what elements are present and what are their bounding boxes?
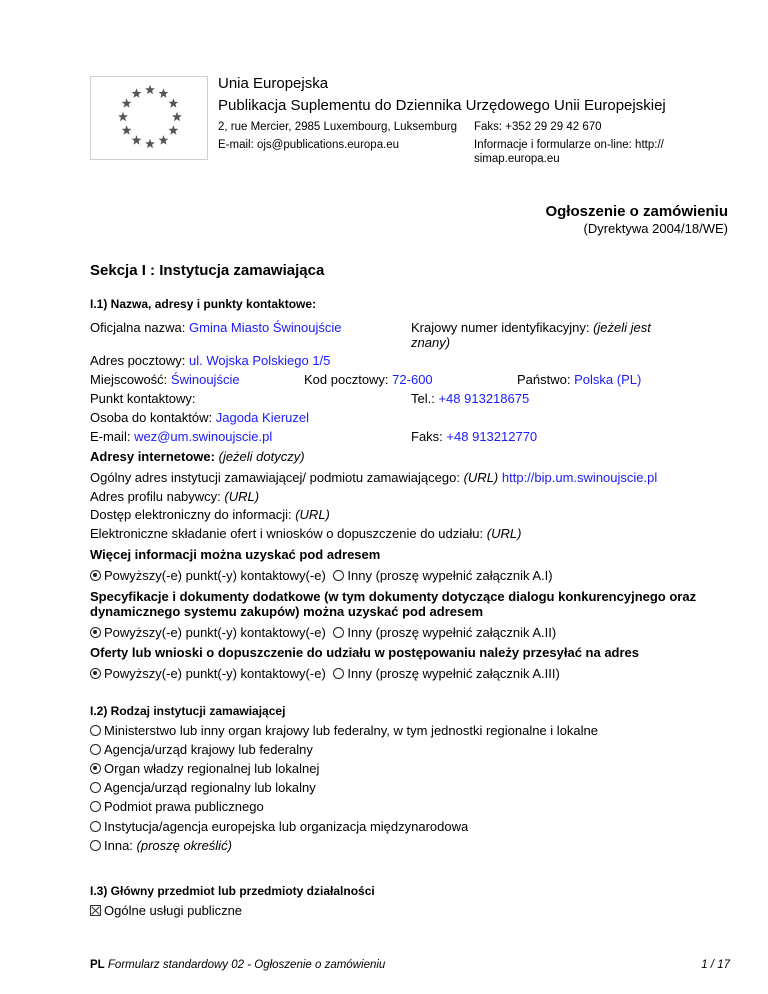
e-submission-hint: (URL) bbox=[486, 526, 522, 541]
eu-star-icon bbox=[159, 135, 169, 144]
tender-opt1-label: Powyższy(-e) punkt(-y) kontaktowy(-e) bbox=[104, 666, 326, 681]
authority-type-option bbox=[90, 723, 598, 738]
spec-heading-2: dynamicznego systemu zakupów) można uzyskać pod adresem bbox=[90, 604, 484, 619]
general-url-link[interactable]: http://bip.um.swinoujscie.pl bbox=[501, 470, 658, 485]
authority-type-radio[interactable] bbox=[90, 821, 101, 832]
eu-star-icon bbox=[145, 85, 155, 94]
header-publication: Publikacja Suplementu do Dziennika Urzędowego Unii Europejskiej bbox=[218, 97, 666, 114]
more-info-radio-other[interactable] bbox=[333, 570, 344, 581]
country-value: Polska (PL) bbox=[574, 372, 642, 387]
authority-type-radio[interactable] bbox=[90, 782, 101, 793]
eu-star-icon bbox=[122, 98, 132, 107]
tender-options bbox=[90, 666, 560, 681]
official-name-label: Oficjalna nazwa: bbox=[90, 320, 186, 335]
authority-type-option bbox=[90, 799, 264, 814]
authority-type-label: Podmiot prawa publicznego bbox=[104, 799, 264, 814]
official-name-row bbox=[90, 320, 341, 335]
more-info-opt1-label: Powyższy(-e) punkt(-y) kontaktowy(-e) bbox=[104, 568, 326, 583]
authority-type-label: Agencja/urząd krajowy lub federalny bbox=[104, 742, 313, 757]
postal-label: Adres pocztowy: bbox=[90, 353, 186, 368]
person-value: Jagoda Kieruzel bbox=[215, 410, 309, 425]
national-id-label-row bbox=[411, 320, 651, 335]
tender-heading: Oferty lub wnioski o dopuszczenie do udziału w postępowaniu należy przesyłać na adres bbox=[90, 645, 640, 660]
s1-2-heading: I.2) Rodzaj instytucji zamawiającej bbox=[90, 704, 286, 718]
email-value: wez@um.swinoujscie.pl bbox=[134, 429, 273, 444]
e-access-hint: (URL) bbox=[295, 507, 330, 522]
national-id-hint-1: (jeżeli jest bbox=[593, 320, 651, 335]
country-label: Państwo: bbox=[517, 372, 571, 387]
footer-page-number: 1 / 17 bbox=[701, 959, 730, 971]
e-access-label: Dostęp elektroniczny do informacji: bbox=[90, 507, 292, 522]
footer-lang: PL bbox=[90, 959, 105, 971]
tender-radio-above[interactable] bbox=[90, 668, 101, 679]
town-value: Świnoujście bbox=[170, 372, 240, 387]
eu-star-icon bbox=[159, 88, 169, 97]
tender-opt2-label: Inny (proszę wypełnić załącznik A.III) bbox=[347, 666, 560, 681]
authority-other-hint: (proszę określić) bbox=[136, 838, 232, 853]
authority-type-label: Inna: bbox=[104, 838, 133, 853]
email-row bbox=[90, 429, 272, 444]
town-label: Miejscowość: bbox=[90, 372, 168, 387]
s1-1-heading: I.1) Nazwa, adresy i punkty kontaktowe: bbox=[90, 297, 317, 311]
eu-star-icon bbox=[132, 135, 142, 144]
spec-heading-1: Specyfikacje i dokumenty dodatkowe (w tym dokumenty dotyczące dialogu konkurencyjnego oraz bbox=[90, 589, 697, 604]
notice-directive: (Dyrektywa 2004/18/WE) bbox=[583, 221, 728, 236]
postal-row bbox=[90, 353, 330, 368]
footer-form-name: Formularz standardowy 02 - Ogłoszenie o zamówieniu bbox=[107, 959, 386, 971]
general-url-hint: (URL) bbox=[463, 470, 499, 485]
spec-radio-above[interactable] bbox=[90, 627, 101, 638]
eu-star-icon bbox=[132, 88, 142, 97]
buyer-profile-row bbox=[90, 489, 259, 504]
fax-row bbox=[411, 429, 537, 444]
spec-opt2-label: Inny (proszę wypełnić załącznik A.II) bbox=[347, 625, 557, 640]
header-info-line1: Informacje i formularze on-line: http:// bbox=[474, 139, 664, 151]
country-row bbox=[517, 372, 641, 387]
authority-type-radio[interactable] bbox=[90, 763, 101, 774]
authority-type-radio[interactable] bbox=[90, 801, 101, 812]
authority-type-label: Agencja/urząd regionalny lub lokalny bbox=[104, 780, 316, 795]
spec-opt1-label: Powyższy(-e) punkt(-y) kontaktowy(-e) bbox=[104, 625, 326, 640]
eu-star-icon bbox=[168, 98, 178, 107]
internet-heading-row bbox=[90, 449, 305, 464]
activity-label: Ogólne usługi publiczne bbox=[104, 903, 243, 918]
spec-radio-other[interactable] bbox=[333, 627, 344, 638]
authority-type-radio[interactable] bbox=[90, 744, 101, 755]
person-row bbox=[90, 410, 309, 425]
e-access-row bbox=[90, 507, 330, 522]
postcode-row bbox=[304, 372, 433, 387]
national-id-hint-2: znany) bbox=[411, 335, 451, 350]
e-submission-row bbox=[90, 526, 521, 541]
header-info-line2: simap.europa.eu bbox=[474, 153, 560, 165]
internet-hint: (jeżeli dotyczy) bbox=[218, 449, 305, 464]
email-label: E-mail: bbox=[90, 429, 131, 444]
authority-type-label: Instytucja/agencja europejska lub organizacja międzynarodowa bbox=[104, 819, 469, 834]
more-info-heading: Więcej informacji można uzyskać pod adresem bbox=[90, 547, 381, 562]
more-info-options bbox=[90, 568, 553, 583]
eu-star-icon bbox=[118, 112, 128, 121]
s1-3-heading: I.3) Główny przedmiot lub przedmioty działalności bbox=[90, 884, 375, 898]
authority-type-option bbox=[90, 819, 468, 834]
person-label: Osoba do kontaktów: bbox=[90, 410, 213, 425]
postal-value: ul. Wojska Polskiego 1/5 bbox=[189, 353, 331, 368]
town-row bbox=[90, 372, 240, 387]
footer-form bbox=[90, 959, 385, 971]
notice-title: Ogłoszenie o zamówieniu bbox=[545, 203, 728, 220]
authority-type-option bbox=[90, 742, 313, 757]
header-org: Unia Europejska bbox=[218, 75, 329, 92]
tel-row bbox=[411, 391, 529, 406]
tel-label: Tel.: bbox=[411, 391, 435, 406]
general-address-label: Ogólny adres instytucji zamawiającej/ podmiotu zamawiającego: bbox=[90, 470, 460, 485]
tel-value: +48 913218675 bbox=[438, 391, 530, 406]
authority-type-label: Ministerstwo lub inny organ krajowy lub federalny, w tym jednostki regionalne i lokalne bbox=[104, 723, 598, 738]
header-fax: Faks: +352 29 29 42 670 bbox=[474, 121, 602, 133]
eu-logo bbox=[90, 76, 208, 160]
eu-star-icon bbox=[145, 139, 155, 148]
authority-type-radio[interactable] bbox=[90, 725, 101, 736]
spec-options bbox=[90, 625, 556, 640]
national-id-label: Krajowy numer identyfikacyjny: bbox=[411, 320, 590, 335]
contact-point-label: Punkt kontaktowy: bbox=[90, 391, 196, 406]
fax-label: Faks: bbox=[411, 429, 443, 444]
authority-type-option bbox=[90, 761, 319, 776]
more-info-radio-above[interactable] bbox=[90, 570, 101, 581]
eu-stars-icon bbox=[91, 77, 207, 159]
eu-star-icon bbox=[122, 125, 132, 134]
e-submission-label: Elektroniczne składanie ofert i wniosków o dopuszczenie do udziału: bbox=[90, 526, 484, 541]
authority-type-option bbox=[90, 838, 232, 853]
internet-heading: Adresy internetowe: bbox=[90, 449, 215, 464]
header-email: E-mail: ojs@publications.europa.eu bbox=[218, 139, 400, 151]
authority-type-radio[interactable] bbox=[90, 840, 101, 851]
header-address: 2, rue Mercier, 2985 Luxembourg, Luksemburg bbox=[218, 121, 458, 133]
postcode-value: 72-600 bbox=[392, 372, 433, 387]
activity-option bbox=[90, 903, 242, 918]
authority-type-label: Organ władzy regionalnej lub lokalnej bbox=[104, 761, 320, 776]
postcode-label: Kod pocztowy: bbox=[304, 372, 389, 387]
buyer-profile-hint: (URL) bbox=[224, 489, 260, 504]
general-address-row bbox=[90, 470, 657, 485]
eu-star-icon bbox=[172, 112, 182, 121]
authority-type-option bbox=[90, 780, 316, 795]
official-name-value: Gmina Miasto Świnoujście bbox=[189, 320, 342, 335]
buyer-profile-label: Adres profilu nabywcy: bbox=[90, 489, 221, 504]
section-title: Sekcja I : Instytucja zamawiająca bbox=[90, 262, 325, 279]
activity-checkbox[interactable] bbox=[90, 905, 101, 916]
more-info-opt2-label: Inny (proszę wypełnić załącznik A.I) bbox=[347, 568, 553, 583]
fax-value: +48 913212770 bbox=[446, 429, 538, 444]
eu-star-icon bbox=[168, 125, 178, 134]
tender-radio-other[interactable] bbox=[333, 668, 344, 679]
